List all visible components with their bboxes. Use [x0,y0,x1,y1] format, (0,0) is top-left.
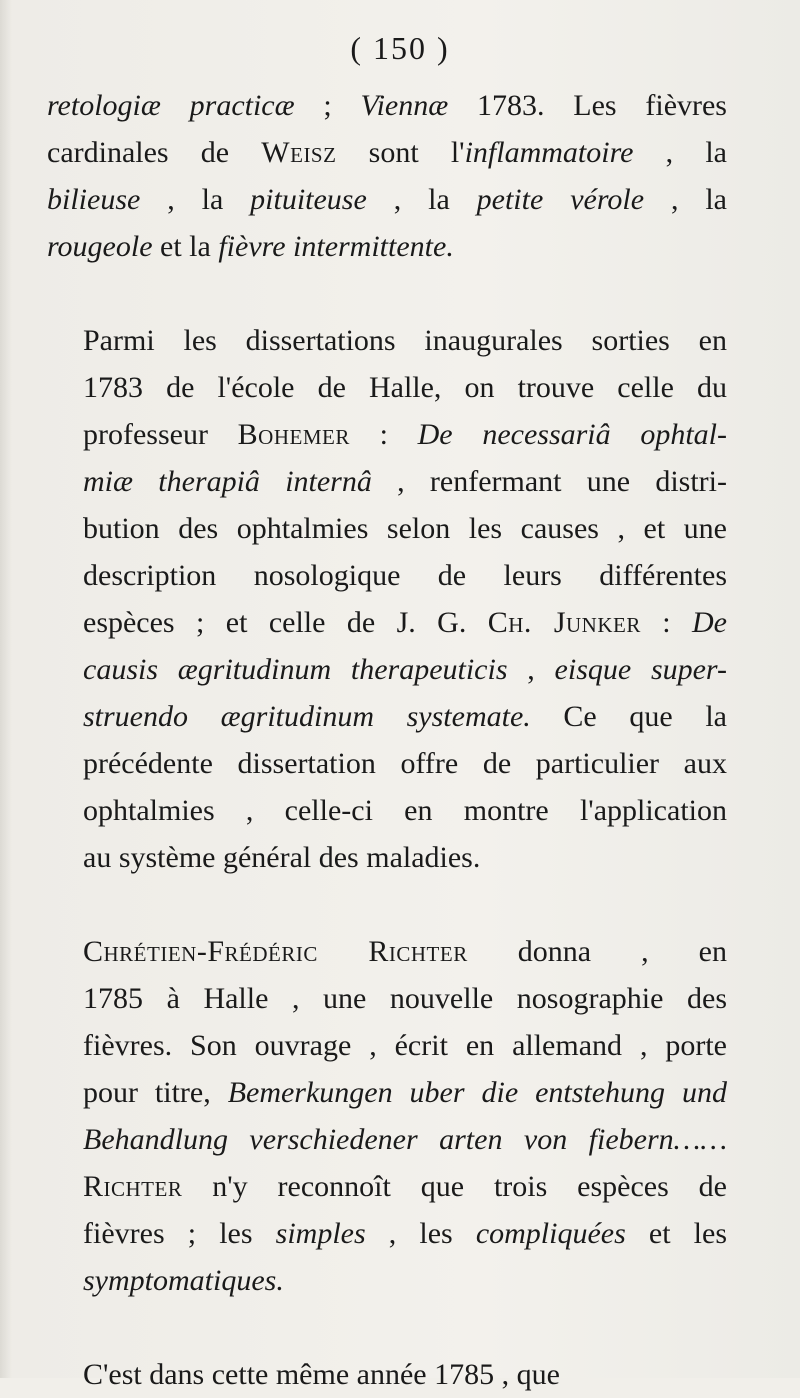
italic-run: compliquées [475,1217,626,1250]
italic-run: simples [275,1217,366,1250]
text-line [47,458,727,505]
small-caps-run: Weisz [261,136,337,169]
text-run: au système général des maladies. [83,841,481,874]
text-run: professeur [83,418,238,451]
text-run: Parmi les dissertations inaugurales sorties en [83,324,727,357]
italic-run: De [692,606,727,639]
text-run: espèces ; et celle de J. G. [83,606,488,639]
small-caps-run: Bohemer [237,418,350,451]
text-run: et les [625,1217,728,1250]
text-line [47,975,727,1022]
text-line [47,176,727,223]
text-line [47,787,727,834]
small-caps-run: Richter [83,1170,183,1203]
text-run: 1785 à Halle , une nouvelle nosographie des [83,982,727,1015]
text-run: description nosologique de leurs différentes [83,559,727,592]
text-line [47,646,727,693]
small-caps-run: Ch. Junker [487,606,641,639]
text-line [47,1163,727,1210]
text-run: cardinales de [47,136,262,169]
text-run: : [349,418,418,451]
text-line [47,1257,727,1304]
text-line [47,223,727,270]
italic-run: pituiteuse [250,183,367,216]
italic-run: retologiæ practicæ [47,89,295,122]
paragraph [47,928,727,1304]
text-run: donna , en [467,935,727,968]
text-run: , la [633,136,727,169]
italic-run: struendo ægritudinum systemate. [83,700,531,733]
italic-run: petite vérole [476,183,645,216]
text-line [47,1022,727,1069]
text-run: précédente dissertation offre de particulier aux [83,747,727,780]
text-run: C'est dans cette même année 1785 , que [83,1358,560,1391]
text-run: 1783 de l'école de Halle, on trouve celle du [83,371,727,404]
text-run: , la [366,183,477,216]
text-run: n'y reconnoît que trois espèces de [182,1170,727,1203]
text-line [47,1351,727,1398]
text-line [47,1069,727,1116]
italic-run: causis ægritudinum therapeuticis [83,653,508,686]
italic-run: miæ therapiâ internâ [83,465,372,498]
italic-run: bilieuse [47,183,141,216]
text-run: bution des ophtalmies selon les causes , et une [83,512,727,545]
text-run: et la [152,230,219,263]
italic-run: rougeole [47,230,153,263]
italic-run: De necessariâ ophtal- [417,418,727,451]
italic-run: fièvre intermittente. [218,230,454,263]
text-run: , renfermant une distri- [371,465,727,498]
text-line [47,834,727,881]
text-run: ; [294,89,361,122]
text-run: , [507,653,555,686]
text-run: fièvres. Son ouvrage , écrit en allemand , porte [83,1029,727,1062]
text-run: , la [644,183,727,216]
italic-run: inflammatoire [464,136,634,169]
text-line [47,928,727,975]
text-run: sont l' [336,136,465,169]
paragraph [47,317,727,881]
body-text [47,82,727,1398]
text-line [47,129,727,176]
text-run: , la [140,183,251,216]
text-line [47,505,727,552]
text-run: , les [365,1217,476,1250]
text-line [47,1210,727,1257]
italic-run: eisque super- [554,653,728,686]
text-line [47,693,727,740]
page-number: ( 150 ) [350,30,450,66]
italic-run: Viennæ [360,89,449,122]
text-line [47,82,727,129]
text-line [47,740,727,787]
text-line [47,364,727,411]
text-line [47,599,727,646]
italic-run: Behandlung verschiedener arten von fiebern…… [83,1123,727,1156]
small-caps-run: Chrétien-Frédéric Richter [83,935,468,968]
text-line [47,1116,727,1163]
paragraph [47,82,727,270]
text-run: ophtalmies , celle-ci en montre l'application [83,794,727,827]
text-run: : [640,606,693,639]
text-run: Ce que la [530,700,727,733]
italic-run: symptomatiques. [83,1264,284,1297]
text-line [47,411,727,458]
text-run: 1783. Les fièvres [448,89,727,122]
text-run: pour titre, [83,1076,228,1109]
italic-run: Bemerkungen uber die entstehung und [227,1076,727,1109]
paragraph [47,1351,727,1398]
text-line [47,317,727,364]
text-run: fièvres ; les [83,1217,276,1250]
text-line [47,552,727,599]
